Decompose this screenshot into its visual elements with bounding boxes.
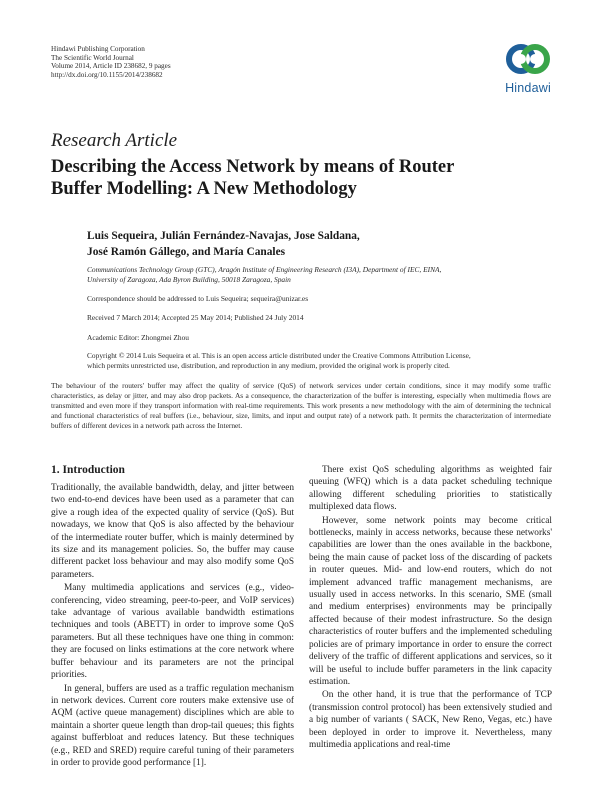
paragraph: Many multimedia applications and services (e.g., video-conferencing, video streaming, peer-to-peer, and VoIP services) take advantage of various available bandwidth estimations techniques and tools (ABETT) in order to improve some QoS parameters. But all these techniques have one thing in common: they are focused on links estimations at the core network where buffer behaviour and its parameters are not the principal priorities. xyxy=(51,583,294,681)
title-line-2: Buffer Modelling: A New Methodology xyxy=(51,179,357,199)
affiliation-line-1: Communications Technology Group (GTC), Aragón Institute of Engineering Research (I3A), Department of IEC, EINA, xyxy=(87,265,442,274)
author-list xyxy=(87,228,557,260)
hindawi-rings-icon xyxy=(505,38,551,80)
journal-masthead xyxy=(51,45,171,79)
affiliation-line-2: University of Zaragoza, Ada Byron Building, 50018 Zaragoza, Spain xyxy=(87,275,291,284)
hindawi-logo xyxy=(496,38,560,108)
left-column xyxy=(51,462,294,769)
correspondence: Correspondence should be addressed to Luis Sequeira; sequeira@unizar.es xyxy=(87,294,309,303)
academic-editor: Academic Editor: Zhongmei Zhou xyxy=(87,333,190,342)
paragraph: There exist QoS scheduling algorithms as weighted fair queuing (WFQ) which is a data packet scheduling technique allowing different scheduling priorities to statistically multiplexed data flows. xyxy=(309,465,552,513)
article-title xyxy=(51,156,511,200)
hindawi-logo-text: Hindawi xyxy=(505,81,551,95)
body-columns xyxy=(51,462,553,800)
paragraph: Traditionally, the available bandwidth, delay, and jitter between two end-to-end devices have been used as a parameter that can give a rough idea of the expected quality of service (QoS). But nowadays, we know that QoS is also affected by the behaviour of the intermediate router buffer, which is mainly determined by its size and its management policies. So, the buffer may cause different packet loss behaviour and may also modify some QoS parameters. xyxy=(51,483,294,580)
paragraph: In general, buffers are used as a traffic regulation mechanism in network devices. Current core routers make extensive use of AQM (active queue management) disciplines which are able to maintain a shorter queue length than drop-tail queues; this fights against bufferbloat and reduces latency. But these techniques (e.g., RED and SRED) require careful tuning of their parameters in order to provide good performance [1]. xyxy=(51,683,294,768)
copyright-line-1: Copyright © 2014 Luis Sequeira et al. This is an open access article distributed under the Creative Commons Attribution License, xyxy=(87,351,471,360)
affiliation xyxy=(87,265,557,285)
publisher-name: Hindawi Publishing Corporation xyxy=(51,45,145,53)
section-heading-introduction: 1. Introduction xyxy=(51,464,125,476)
doi-link[interactable]: http://dx.doi.org/10.1155/2014/238682 xyxy=(51,70,163,79)
publication-dates: Received 7 March 2014; Accepted 25 May 2014; Published 24 July 2014 xyxy=(87,313,304,322)
copyright-line-2: which permits unrestricted use, distribution, and reproduction in any medium, provided the original work is properly cited. xyxy=(87,361,450,370)
paragraph: On the other hand, it is true that the performance of TCP (transmission control protocol) has been extensively studied and a big number of variants ( SACK, New Reno, Vegas, etc.) have been deployed in order to improve it. Nevertheless, many multimedia applications and real-time xyxy=(309,690,552,750)
right-column xyxy=(309,464,552,751)
paragraph: However, some network points may become critical bottlenecks, mainly in access networks, because these networks' capabilities are lower than the ones available in the backbone, being the main cause of packet loss of the discarding of packets in router queues. Mid- and low-end routers, which do not implement advanced traffic management mechanisms, are usually used in access networks. In this scenario, SME (small and medium enterprises) environments may be principally affected because of their modest infrastructure. So the design characteristics of router buffers and the implemented scheduling policies are of primary importance in order to ensure the correct delivery of the traffic of different applications and services, so it will be useful to include buffer parameters in the link capacity estimation. xyxy=(309,515,552,687)
title-line-1: Describing the Access Network by means of Router xyxy=(51,157,455,177)
authors-line-1: Luis Sequeira, Julián Fernández-Navajas, Jose Saldana, xyxy=(87,230,360,242)
journal-name: The Scientific World Journal xyxy=(51,53,134,62)
abstract: The behaviour of the routers' buffer may affect the quality of service (QoS) of network services under certain conditions, since it may modify some traffic characteristics, as delay or jitter, and may also drop packets. As a consequence, the characterization of the buffer is interesting, especially when multimedia flows are transmitted and even more if they transport information with real-time requirements. This work presents a new methodology with the aim of determining the technical and functional characteristics of real buffers (i.e., behaviour, size, limits, and input and output rate) of a network path. It permits the characterization of intermediate buffers of different devices in a network path across the Internet. xyxy=(51,381,551,430)
copyright-notice xyxy=(87,351,557,371)
authors-line-2: José Ramón Gállego, and María Canales xyxy=(87,246,286,258)
volume-info: Volume 2014, Article ID 238682, 9 pages xyxy=(51,62,171,71)
article-type: Research Article xyxy=(51,130,178,151)
